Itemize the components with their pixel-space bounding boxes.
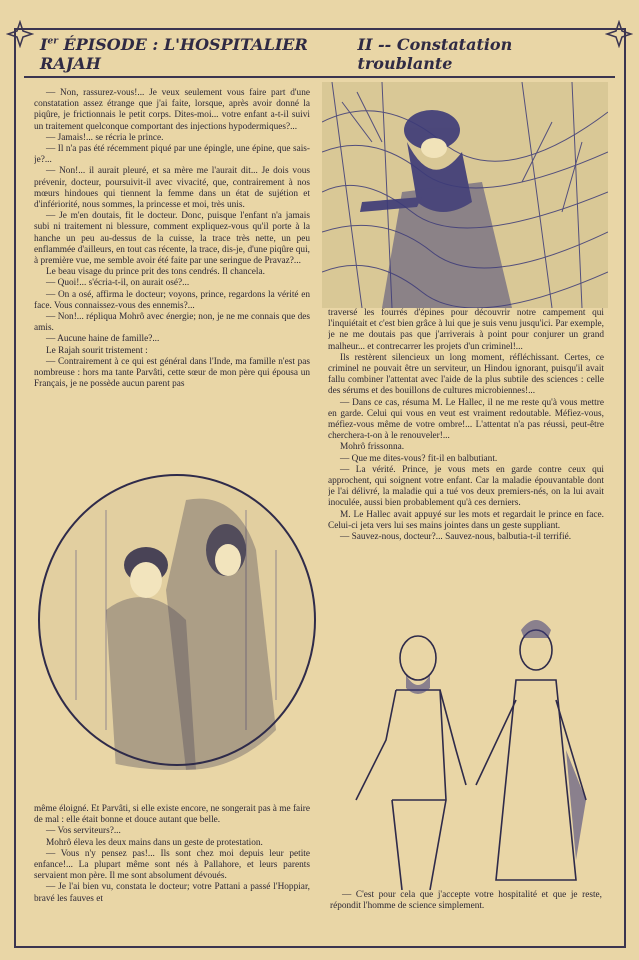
paragraph: — Aucune haine de famille?... <box>46 334 160 345</box>
chapter-heading: II -- Constatation troublante <box>357 35 513 73</box>
paragraph: — C'est pour cela que j'accepte votre hospitalité et que je reste, répondit l'homme de science simplement. <box>330 890 602 912</box>
paragraph: — La vérité. Prince, je vous mets en garde contre ceux qui approchent, qui soignent votre enfant. Car la maladie épouvantable dont je l'ai délivré, la maladie qui a tué vos deux premiers-nés, on la lui avait inoculée, aussi bien probablement qu'à ces derniers. <box>328 464 604 509</box>
paragraph: — Vos serviteurs?... <box>46 826 121 837</box>
paragraph: — Non!... répliqua Mohrô avec énergie; non, je ne me connais que des amis. <box>34 312 310 334</box>
illustration-woman-child <box>36 470 318 802</box>
paragraph: même éloigné. Et Parvâti, si elle existe encore, ne songerait pas à me faire de mal : elle était bonne et douce autant que belle. <box>34 804 310 826</box>
star-ornament-icon <box>6 20 34 48</box>
paragraph: — Non, rassurez-vous!... Je veux seulement vous faire part d'une constatation assez étrange que j'ai faite, lorsque, après avoir donné la piqûre, je frictionnais le petit corps. Dites-moi... votre enfant a-t-il suivi un traitement quelconque comportant des injections hypodermiques?... <box>34 88 310 132</box>
paragraph: — Dans ce cas, résuma M. Le Hallec, il ne me reste qu'à vous mettre en garde. Celui qui vous en veut est vraiment redoutable. Méfiez-vous, méfiez-vous même de votre ombre!... L'attentat n'a pas réussi, peut-être cherchera-t-on à le renouveler!... <box>328 397 604 442</box>
paragraph: — Sauvez-nous, docteur?... Sauvez-nous, balbutia-t-il terrifié. <box>340 532 572 543</box>
text-column-right-mid <box>328 308 604 598</box>
paragraph: — Quoi!... s'écria-t-il, on aurait osé?... <box>46 278 190 289</box>
paragraph: traversé les fourrés d'épines pour découvrir notre campement qui l'inquiétait et c'est bien grâce à lui que je suis venu jusqu'ici. Par exemple, je ne me doutais pas que j'arriverais à point pour conjurer un grand malheur... et contrecarrer les projets d'un criminel!... <box>328 308 604 352</box>
text-column-left-bottom <box>34 804 310 934</box>
paragraph: Mohrô éleva les deux mains dans un geste de protestation. <box>46 837 263 848</box>
page-header <box>40 36 600 72</box>
paragraph: — On a osé, affirma le docteur; voyons, prince, regardons la vérité en face. Vous connaissez-vous des ennemis?... <box>34 289 310 311</box>
text-column-right-bottom <box>330 890 602 934</box>
paragraph: Ils restèrent silencieux un long moment, réfléchissant. Certes, ce criminel ne pouvait être un serviteur, un Hindou ignorant, puisqu'il avait fallu combiner l'attentat avec l'aide de la plus subtile des sciences : celle des sérums et des bouillons de cultures microbiennes!... <box>328 352 604 397</box>
illustration-old-man-jungle <box>322 82 608 308</box>
paragraph: — Il n'a pas été récemment piqué par une épingle, une épine, que sais-je?... <box>34 144 310 166</box>
paragraph: — Non!... il aurait pleuré, et sa mère me l'aurait dit... Je dois vous prévenir, docteur, poursuivit-il avec vivacité, que, contrairement à nos mœurs hindoues qui tiennent la femme dans un état de sujétion et d'infériorité, nous sommes, la princesse et moi, très unis. <box>34 166 310 211</box>
star-ornament-icon <box>605 20 633 48</box>
paragraph: — Contrairement à ce qui est général dans l'Inde, ma famille n'est pas nombreuse : hors ma tante Parvâti, cette sœur de mon père qui épousa un Français, je ne possède aucun parent pas <box>34 356 310 390</box>
paragraph: — Je l'ai bien vu, constata le docteur; votre Pattani a passé l'Hoppiar, bravé les fauves et <box>34 882 310 904</box>
text-column-left-top <box>34 88 310 466</box>
paragraph: Le beau visage du prince prit des tons cendrés. Il chancela. <box>46 267 265 278</box>
episode-heading: Ier ÉPISODE : L'HOSPITALIER RAJAH <box>40 35 308 73</box>
header-rule <box>24 76 615 78</box>
paragraph: Mohrô frissonna. <box>340 442 405 453</box>
illustration-doctor-prince <box>326 600 608 890</box>
paragraph: Le Rajah sourit tristement : <box>46 345 148 356</box>
paragraph: — Vous n'y pensez pas!... Ils sont chez moi depuis leur petite enfance!... La plupart même sont nés à Pallahore, et leurs parents servaient mon père. Il me sont absolument dévoués. <box>34 848 310 882</box>
paragraph: — Jamais!... se récria le prince. <box>46 132 164 143</box>
paragraph: — Que me dites-vous? fit-il en balbutiant. <box>340 453 498 464</box>
paragraph: M. Le Hallec avait appuyé sur les mots et regardait le prince en face. Celui-ci jeta vers lui ses mains jointes dans un geste suppliant. <box>328 509 604 531</box>
paragraph: — Je m'en doutais, fit le docteur. Donc, puisque l'enfant n'a jamais subi ni traitement ni blessure, comment expliquez-vous qu'il porte à la hanche un peu au-dessus de la cuisse, la trace très nette, un peu enflammée d'ailleurs, en tout cas récente, la trace, dis-je, d'une piqûre qui, à première vue, me semble avoir été faite par une seringue de Pravaz?... <box>34 211 310 267</box>
